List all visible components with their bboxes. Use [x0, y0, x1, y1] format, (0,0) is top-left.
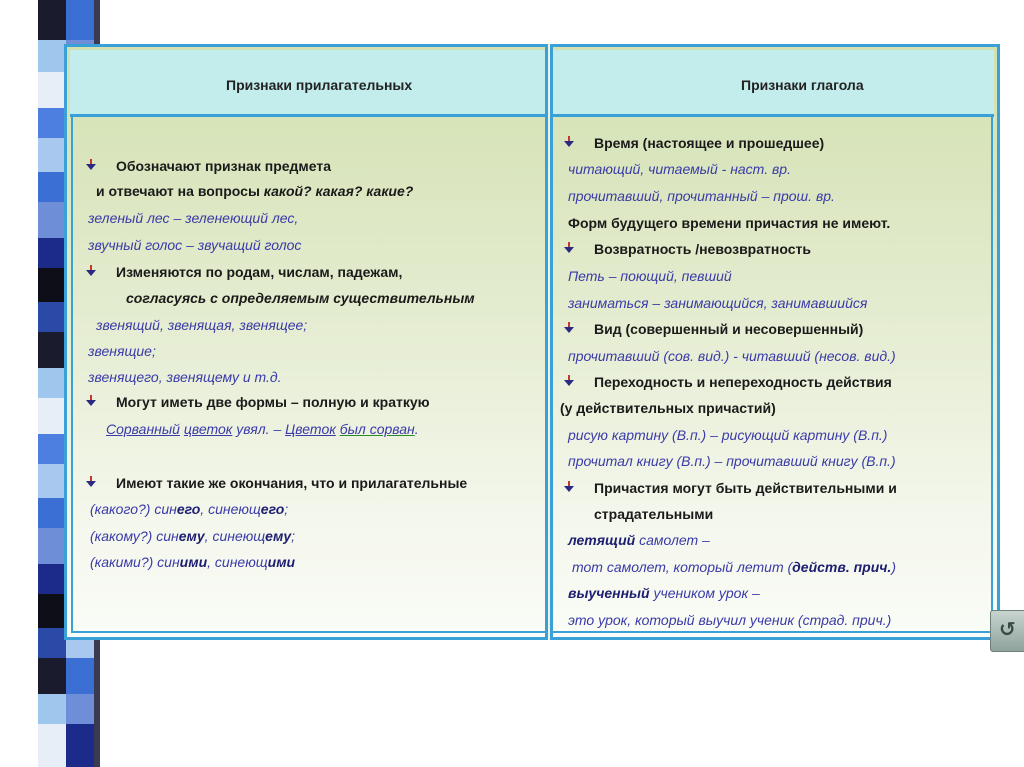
- return-arrow-icon: ↺: [999, 619, 1016, 641]
- text-segment: заниматься: [568, 295, 649, 311]
- right-line: [568, 160, 791, 178]
- text-segment: читающий, читаемый - наст. вр.: [568, 161, 791, 177]
- text-segment: ;: [284, 501, 289, 517]
- text-segment: согласуясь с определяемым существительным: [126, 290, 475, 306]
- left-line: [116, 474, 467, 492]
- right-line: [568, 214, 890, 232]
- right-line: [568, 294, 867, 312]
- text-segment: прочитал книгу (В.п.) – прочитавший книгу (В.п.): [568, 453, 896, 469]
- text-segment: (какого?) син: [90, 501, 177, 517]
- text-segment: прочитавший (сов. вид.) - читавший (несов. вид.): [568, 348, 896, 364]
- text-segment: звенящего, звенящему и т.д.: [88, 369, 282, 385]
- right-line: [594, 373, 892, 391]
- right-line: [560, 399, 776, 417]
- right-line: [568, 187, 835, 205]
- text-segment: увял. –: [232, 421, 286, 437]
- text-segment: зеленый лес – зеленеющий лес,: [88, 210, 299, 226]
- text-segment: Петь – поющий, певший: [568, 268, 732, 284]
- text-segment: выученный: [568, 585, 650, 601]
- right-line: [568, 267, 732, 285]
- right-line: [568, 347, 896, 365]
- text-segment: , синеющ: [204, 528, 266, 544]
- left-line: [96, 316, 307, 334]
- text-segment: , синеющ: [207, 554, 268, 570]
- text-segment: ими: [267, 554, 296, 570]
- column-divider: [545, 44, 553, 640]
- bullet-icon: [564, 136, 574, 148]
- text-segment: Сорванный: [106, 421, 180, 437]
- bullet-icon: [86, 159, 96, 171]
- text-segment: действ. прич.: [792, 559, 892, 575]
- text-segment: был сорван: [339, 421, 415, 437]
- left-line: [116, 157, 331, 175]
- right-line: [594, 320, 863, 338]
- text-segment: это урок, который выучил ученик (страд. прич.): [568, 612, 892, 628]
- text-segment: ими: [179, 554, 208, 570]
- text-segment: ;: [291, 528, 295, 544]
- text-segment: (у действительных причастий): [560, 400, 776, 416]
- text-segment: (какими?) син: [90, 554, 180, 570]
- text-segment: , синеющ: [200, 501, 261, 517]
- left-line: [106, 420, 419, 438]
- text-segment: Вид (совершенный и несовершенный): [594, 321, 864, 337]
- text-segment: ему: [265, 528, 292, 544]
- text-segment: Возвратность /невозвратность: [594, 241, 811, 257]
- text-segment: – занимающийся, занимавшийся: [648, 295, 868, 311]
- text-segment: Цветок: [285, 421, 336, 437]
- left-line: [88, 236, 301, 254]
- text-segment: рисую картину (В.п.) – рисующий картину (В.п.): [568, 427, 888, 443]
- right-line: [594, 479, 897, 497]
- text-segment: Время (настоящее и прошедшее): [594, 135, 825, 151]
- text-segment: тот самолет, который летит (: [572, 559, 793, 575]
- left-line: [88, 342, 156, 360]
- text-segment: Переходность и непереходность действия: [594, 374, 892, 390]
- text-segment: какой? какая? какие?: [263, 183, 414, 199]
- left-line: [88, 368, 282, 386]
- right-line: [568, 452, 896, 470]
- right-line: [594, 134, 824, 152]
- text-segment: Форм будущего времени причастия не имеют.: [568, 215, 891, 231]
- left-line: [88, 209, 298, 227]
- return-button[interactable]: [990, 610, 1024, 652]
- text-segment: цветок: [183, 421, 233, 437]
- text-segment: Изменяются по родам, числам, падежам,: [116, 264, 403, 280]
- left-line: [116, 393, 430, 411]
- text-segment: ему: [178, 528, 205, 544]
- bullet-icon: [564, 322, 574, 334]
- text-segment: Причастия могут быть действительными и: [594, 480, 897, 496]
- bullet-icon: [86, 395, 96, 407]
- bullet-icon: [564, 375, 574, 387]
- text-segment: и отвечают на вопросы: [96, 183, 264, 199]
- text-segment: Имеют такие же окончания, что и прилагательные: [116, 475, 468, 491]
- bullet-icon: [86, 476, 96, 488]
- left-line: [90, 553, 295, 571]
- text-segment: (какому?) син: [90, 528, 179, 544]
- left-line: [90, 527, 295, 545]
- text-segment: звучный голос – звучащий голос: [88, 237, 302, 253]
- right-line: [594, 505, 713, 523]
- header-verbs: Признаки глагола: [741, 77, 864, 93]
- right-line: [568, 611, 891, 629]
- text-segment: летящий: [568, 532, 636, 548]
- text-segment: звенящие;: [88, 343, 156, 359]
- bullet-icon: [564, 481, 574, 493]
- text-segment: .: [414, 421, 419, 437]
- header-adjectives: Признаки прилагательных: [226, 77, 413, 93]
- left-line: [116, 263, 402, 281]
- bullet-icon: [564, 242, 574, 254]
- left-line: [90, 500, 288, 518]
- text-segment: страдательными: [594, 506, 714, 522]
- right-line: [568, 584, 760, 602]
- right-line: [568, 531, 710, 549]
- left-line: [126, 289, 475, 307]
- text-segment: самолет –: [635, 532, 710, 548]
- text-segment: его: [176, 501, 201, 517]
- right-line: [594, 240, 811, 258]
- right-line: [572, 558, 896, 576]
- bullet-icon: [86, 265, 96, 277]
- text-segment: Могут иметь две формы – полную и краткую: [116, 394, 430, 410]
- right-line: [568, 426, 887, 444]
- left-line: [96, 182, 413, 200]
- text-segment: его: [260, 501, 285, 517]
- table-frame: [64, 44, 1000, 640]
- text-segment: учеником урок –: [649, 585, 760, 601]
- text-segment: прочитавший, прочитанный – прош. вр.: [568, 188, 835, 204]
- text-segment: Обозначают признак предмета: [116, 158, 332, 174]
- text-segment: ): [891, 559, 896, 575]
- text-segment: звенящий, звенящая, звенящее;: [96, 317, 308, 333]
